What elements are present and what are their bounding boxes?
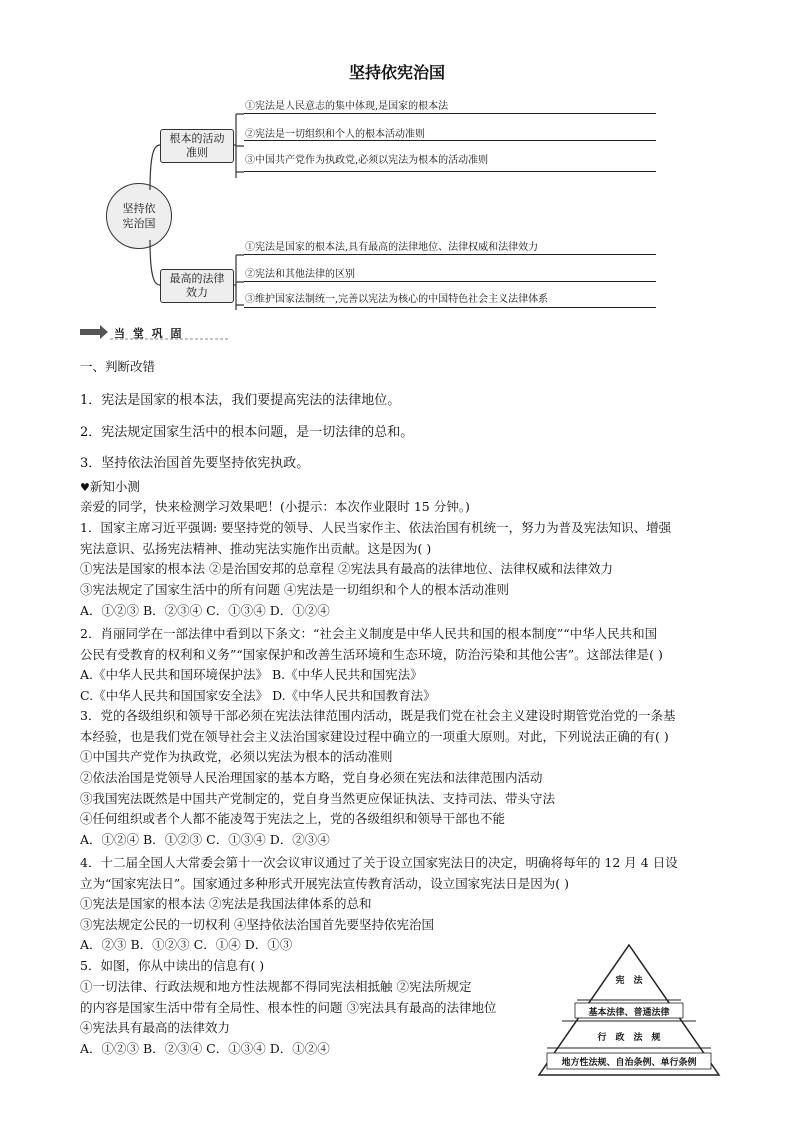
question-line: A．②③ B．①②③ C．①④ D．①③ (80, 937, 293, 952)
pyramid-level-3: 行 政 法 规 (597, 1033, 661, 1043)
part2-heading-text: 新知小测 (89, 479, 140, 494)
question-line: ③我国宪法既然是中国共产党制定的，党自身当然更应保证执法、支持司法、带头守法 (80, 791, 556, 806)
question-line: ②依法治国是党领导人民治理国家的基本方略，党自身必须在宪法和法律范围内活动 (80, 770, 543, 785)
branch-2-item-2: ②宪法和其他法律的区别 (245, 269, 355, 280)
branch-1-item-1: ①宪法是人民意志的集中体现,是国家的根本法 (245, 101, 449, 112)
judge-item-1: 1．宪法是国家的根本法，我们要提高宪法的法律地位。 (80, 393, 401, 408)
question-line: ①一切法律、行政法规和地方性法规都不得同宪法相抵触 ②宪法所规定 (80, 979, 472, 994)
question-line: A．①②③ B．②③④ C．①③④ D．①②④ (80, 1041, 330, 1056)
branch-2-box (160, 269, 234, 303)
branch-2-label-1: 最高的法律 (169, 272, 225, 285)
rule (244, 254, 656, 255)
branch-1-label-1: 根本的活动 (169, 132, 225, 145)
question-line: 4．十二届全国人大常委会第十一次会议审议通过了关于设立国家宪法日的决定，明确将每年的 12 月 4 日设 (80, 855, 678, 870)
question-line: ④任何组织或者个人都不能凌驾于宪法之上，党的各级组织和领导干部也不能 (80, 811, 506, 826)
pyramid-level-1: 宪 法 (615, 976, 643, 986)
judge-item-2: 2．宪法规定国家生活中的根本问题，是一切法律的总和。 (80, 425, 414, 440)
branch-1-label-2: 准则 (186, 146, 208, 159)
question-line: ①宪法是国家的根本法 ②宪法是我国法律体系的总和 (80, 896, 372, 911)
branch-1-item-3: ③中国共产党作为执政党,必须以宪法为根本的活动准则 (245, 155, 489, 166)
section-heading-text: 当 堂 巩 固 (114, 327, 184, 340)
pyramid-level-4: 地方性法规、自治条例、单行条例 (561, 1058, 697, 1068)
badge-icon: ♥ (80, 481, 90, 494)
law-pyramid-figure (535, 943, 723, 1078)
question-line: 宪法意识、弘扬宪法精神、推动宪法实施作出贡献。这是因为( ) (80, 541, 432, 556)
question-line: 公民有受教育的权利和义务”“国家保护和改善生活环境和生态环境，防治污染和其他公害”。这部法律是( ) (80, 647, 663, 662)
rule (244, 140, 656, 141)
question-line: A．①②③ B．②③④ C．①③④ D．①②④ (80, 603, 330, 618)
rule (244, 281, 656, 282)
branch-2-label-2: 效力 (186, 286, 208, 299)
question-line: ①中国共产党作为执政党，必须以宪法为根本的活动准则 (80, 749, 393, 764)
part2-intro: 亲爱的同学，快来检测学习效果吧！(小提示：本次作业限时 15 分钟。) (80, 499, 470, 514)
question-line: 本经验，也是我们党在领导社会主义法治国家建设过程中确立的一项重大原则。对此，下列说法正确的有( ) (80, 729, 669, 744)
question-line: C.《中华人民共和国国家安全法》 D.《中华人民共和国教育法》 (80, 688, 436, 703)
question-line: ①宪法是国家的根本法 ②是治国安邦的总章程 ②宪法具有最高的法律地位、法律权威和法律效力 (80, 561, 613, 576)
question-line: ③宪法规定公民的一切权利 ④坚持依法治国首先要坚持依宪治国 (80, 917, 434, 932)
question-line: 5．如图，你从中读出的信息有( ) (80, 958, 265, 973)
part2-heading (80, 477, 140, 495)
center-line-1: 坚持依 (122, 202, 156, 215)
question-line: ④宪法具有最高的法律效力 (80, 1020, 231, 1035)
judge-item-3: 3．坚持依法治国首先要坚持依宪执政。 (80, 456, 310, 471)
question-line: A.《中华人民共和国环境保护法》 B.《中华人民共和国宪法》 (80, 667, 423, 682)
question-line: 2．肖丽同学在一部法律中看到以下条文：“社会主义制度是中华人民共和国的根本制度”“中华人民共和国 (80, 626, 658, 641)
question-line: ③宪法规定了国家生活中的所有问题 ④宪法是一切组织和个人的根本活动准则 (80, 582, 509, 597)
page-title: 坚持依宪治国 (348, 63, 445, 82)
part1-heading: 一、判断改错 (80, 359, 156, 374)
question-line: 立为“国家宪法日”。国家通过多种形式开展宪法宣传教育活动，设立国家宪法日是因为( ) (80, 876, 570, 891)
branch-2-item-3: ③维护国家法制统一,完善以宪法为核心的中国特色社会主义法律体系 (245, 294, 549, 305)
question-line: A．①②④ B．①②③ C．①③④ D．②③④ (80, 832, 330, 847)
question-line: 3．党的各级组织和领导干部必须在宪法法律范围内活动，既是我们党在社会主义建设时期管党治党的一条基 (80, 708, 676, 723)
center-line-2: 宪治国 (122, 217, 156, 230)
rule (244, 171, 656, 172)
branch-1-box (160, 129, 234, 163)
rule (244, 307, 656, 308)
branch-1-item-2: ②宪法是一切组织和个人的根本活动准则 (245, 129, 425, 140)
rule (244, 113, 656, 114)
question-line: 1．国家主席习近平强调: 要坚持党的领导、人民当家作主、依法治国有机统一，努力为普及宪法知识、增强 (80, 520, 672, 535)
question-line: 的内容是国家生活中带有全局性、根本性的问题 ③宪法具有最高的法律地位 (80, 1000, 497, 1015)
pyramid-level-2: 基本法律、普通法律 (588, 1008, 670, 1018)
branch-2-item-1: ①宪法是国家的根本法,具有最高的法律地位、法律权威和法律效力 (245, 242, 539, 253)
